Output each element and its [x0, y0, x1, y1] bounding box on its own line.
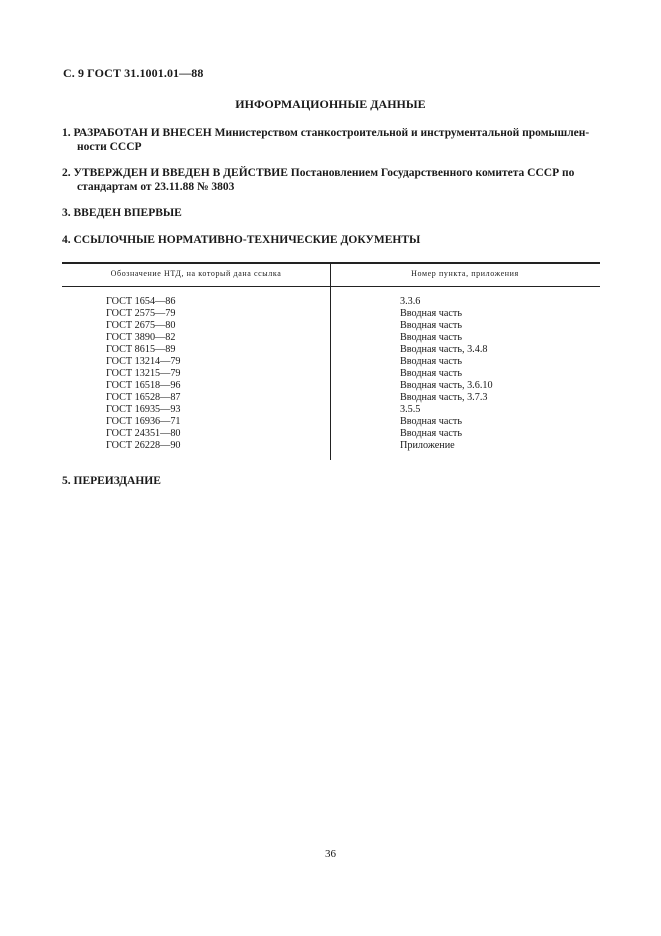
section-introduced	[62, 206, 602, 220]
section-2-text-line2: стандартам от 23.11.88 № 3803	[77, 181, 235, 193]
table-cell-document: ГОСТ 16936—71	[106, 416, 181, 427]
table-cell-clause: 3.3.6	[400, 296, 421, 307]
table-cell-clause: Вводная часть, 3.6.10	[400, 380, 493, 391]
section-5-lead: 5. ПЕРЕИЗДАНИЕ	[62, 475, 161, 487]
table-cell-clause: Вводная часть	[400, 332, 462, 343]
section-1-text-line2: ности СССР	[77, 141, 142, 153]
table-cell-document: ГОСТ 16518—96	[106, 380, 181, 391]
table-cell-document: ГОСТ 8615—89	[106, 344, 176, 355]
table-cell-clause: Вводная часть	[400, 320, 462, 331]
table-header-clause: Номер пункта, приложения	[411, 269, 519, 278]
table-header-rule	[62, 286, 600, 287]
table-row	[62, 392, 600, 404]
table-row	[62, 380, 600, 392]
table-row	[62, 368, 600, 380]
table-row	[62, 296, 600, 308]
page-number: 36	[325, 848, 336, 860]
section-1-text-line1: Министерством станкостроительной и инструментальной промышлен-	[214, 127, 590, 139]
table-cell-document: ГОСТ 24351—80	[106, 428, 181, 439]
table-row	[62, 320, 600, 332]
table-cell-document: ГОСТ 13214—79	[106, 356, 181, 367]
table-cell-clause: Вводная часть	[400, 368, 462, 379]
section-reissue	[62, 474, 602, 488]
table-cell-document: ГОСТ 16935—93	[106, 404, 181, 415]
section-2-lead: 2. УТВЕРЖДЕН И ВВЕДЕН В ДЕЙСТВИЕ	[62, 167, 288, 179]
section-approved	[62, 166, 602, 194]
table-body	[62, 296, 600, 452]
table-row	[62, 428, 600, 440]
page-header: С. 9 ГОСТ 31.1001.01—88	[63, 66, 204, 80]
table-header-document: Обозначение НТД, на который дана ссылка	[110, 269, 282, 278]
table-cell-document: ГОСТ 3890—82	[106, 332, 176, 343]
table-row	[62, 356, 600, 368]
table-cell-clause: Вводная часть	[400, 308, 462, 319]
table-cell-document: ГОСТ 16528—87	[106, 392, 181, 403]
section-4-lead: 4. ССЫЛОЧНЫЕ НОРМАТИВНО-ТЕХНИЧЕСКИЕ ДОКУМЕНТЫ	[62, 234, 421, 246]
page-title: ИНФОРМАЦИОННЫЕ ДАННЫЕ	[235, 97, 426, 111]
table-row	[62, 416, 600, 428]
section-references	[62, 233, 602, 247]
section-3-lead: 3. ВВЕДЕН ВПЕРВЫЕ	[62, 207, 182, 219]
table-cell-document: ГОСТ 1654—86	[106, 296, 176, 307]
table-cell-clause: Вводная часть, 3.7.3	[400, 392, 488, 403]
table-row	[62, 440, 600, 452]
table-row	[62, 344, 600, 356]
section-developed	[62, 126, 602, 154]
table-row	[62, 332, 600, 344]
section-2-text-line1: Постановлением Государственного комитета СССР по	[290, 167, 575, 179]
section-1-lead: 1. РАЗРАБОТАН И ВНЕСЕН	[62, 127, 212, 139]
table-cell-clause: Вводная часть	[400, 416, 462, 427]
table-row	[62, 404, 600, 416]
table-cell-clause: Приложение	[400, 440, 455, 451]
table-cell-clause: Вводная часть	[400, 356, 462, 367]
table-cell-document: ГОСТ 2675—80	[106, 320, 176, 331]
table-cell-document: ГОСТ 26228—90	[106, 440, 181, 451]
table-top-rule	[62, 262, 600, 264]
table-row	[62, 308, 600, 320]
table-cell-document: ГОСТ 13215—79	[106, 368, 181, 379]
table-cell-clause: 3.5.5	[400, 404, 421, 415]
table-cell-document: ГОСТ 2575—79	[106, 308, 176, 319]
table-cell-clause: Вводная часть, 3.4.8	[400, 344, 488, 355]
table-cell-clause: Вводная часть	[400, 428, 462, 439]
